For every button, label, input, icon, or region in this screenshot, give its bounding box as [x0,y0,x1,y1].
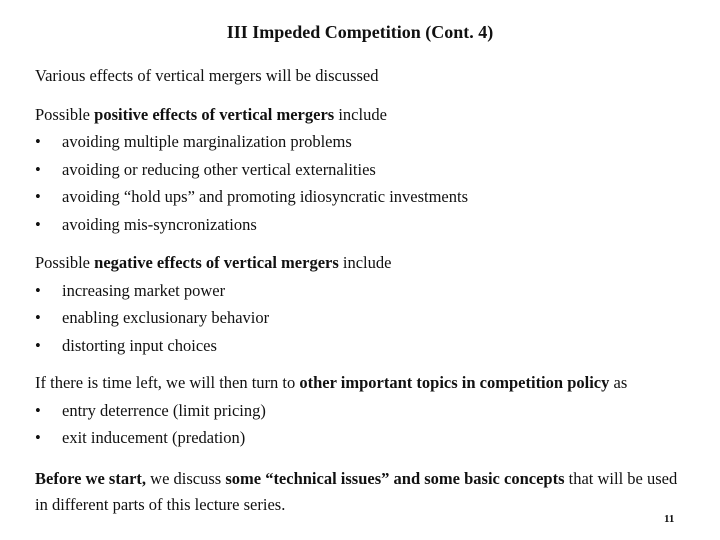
positive-item: avoiding “hold ups” and promoting idiosyncratic investments [62,187,469,206]
slide-title: III Impeded Competition (Cont. 4) [226,22,494,42]
positive-lead-bold: positive effects of vertical mergers [94,105,335,124]
closing-part4: that will be used in different parts of this lecture series. [35,469,678,514]
bullet-icon: • [35,187,41,206]
positive-lead-pre: Possible [35,105,95,124]
bullet-icon: • [35,160,41,179]
intro-text: Various effects of vertical mergers will be discussed [35,66,379,85]
negative-item: distorting input choices [62,336,217,355]
negative-lead-bold: negative effects of vertical mergers [94,253,339,272]
other-item: entry deterrence (limit pricing) [62,401,266,420]
negative-item: increasing market power [62,281,226,300]
other-item: exit inducement (predation) [62,428,246,447]
closing-part2: we discuss [146,469,226,488]
positive-effects-heading [35,103,387,127]
positive-item: avoiding mis-syncronizations [62,215,257,234]
bullet-icon: • [35,428,41,447]
positive-item: avoiding multiple marginalization problems [62,132,352,151]
bullet-icon: • [35,215,41,234]
other-topics-heading [35,371,627,395]
negative-effects-heading [35,251,391,275]
bullet-icon: • [35,281,41,300]
bullet-icon: • [35,336,41,355]
other-lead-post: as [609,373,628,392]
positive-lead-post: include [334,105,387,124]
bullet-icon: • [35,401,41,420]
negative-lead-post: include [338,253,392,272]
other-lead-pre: If there is time left, we will then turn to [35,373,300,392]
other-lead-bold: other important topics in competition policy [299,373,610,392]
bullet-icon: • [35,132,41,151]
closing-paragraph [35,466,685,518]
negative-item: enabling exclusionary behavior [62,308,270,327]
negative-lead-pre: Possible [35,253,95,272]
closing-part1: Before we start, [35,469,147,488]
bullet-icon: • [35,308,41,327]
positive-item: avoiding or reducing other vertical externalities [62,160,376,179]
page-number: 11 [664,513,675,525]
closing-part3: some “technical issues” and some basic concepts [225,469,565,488]
